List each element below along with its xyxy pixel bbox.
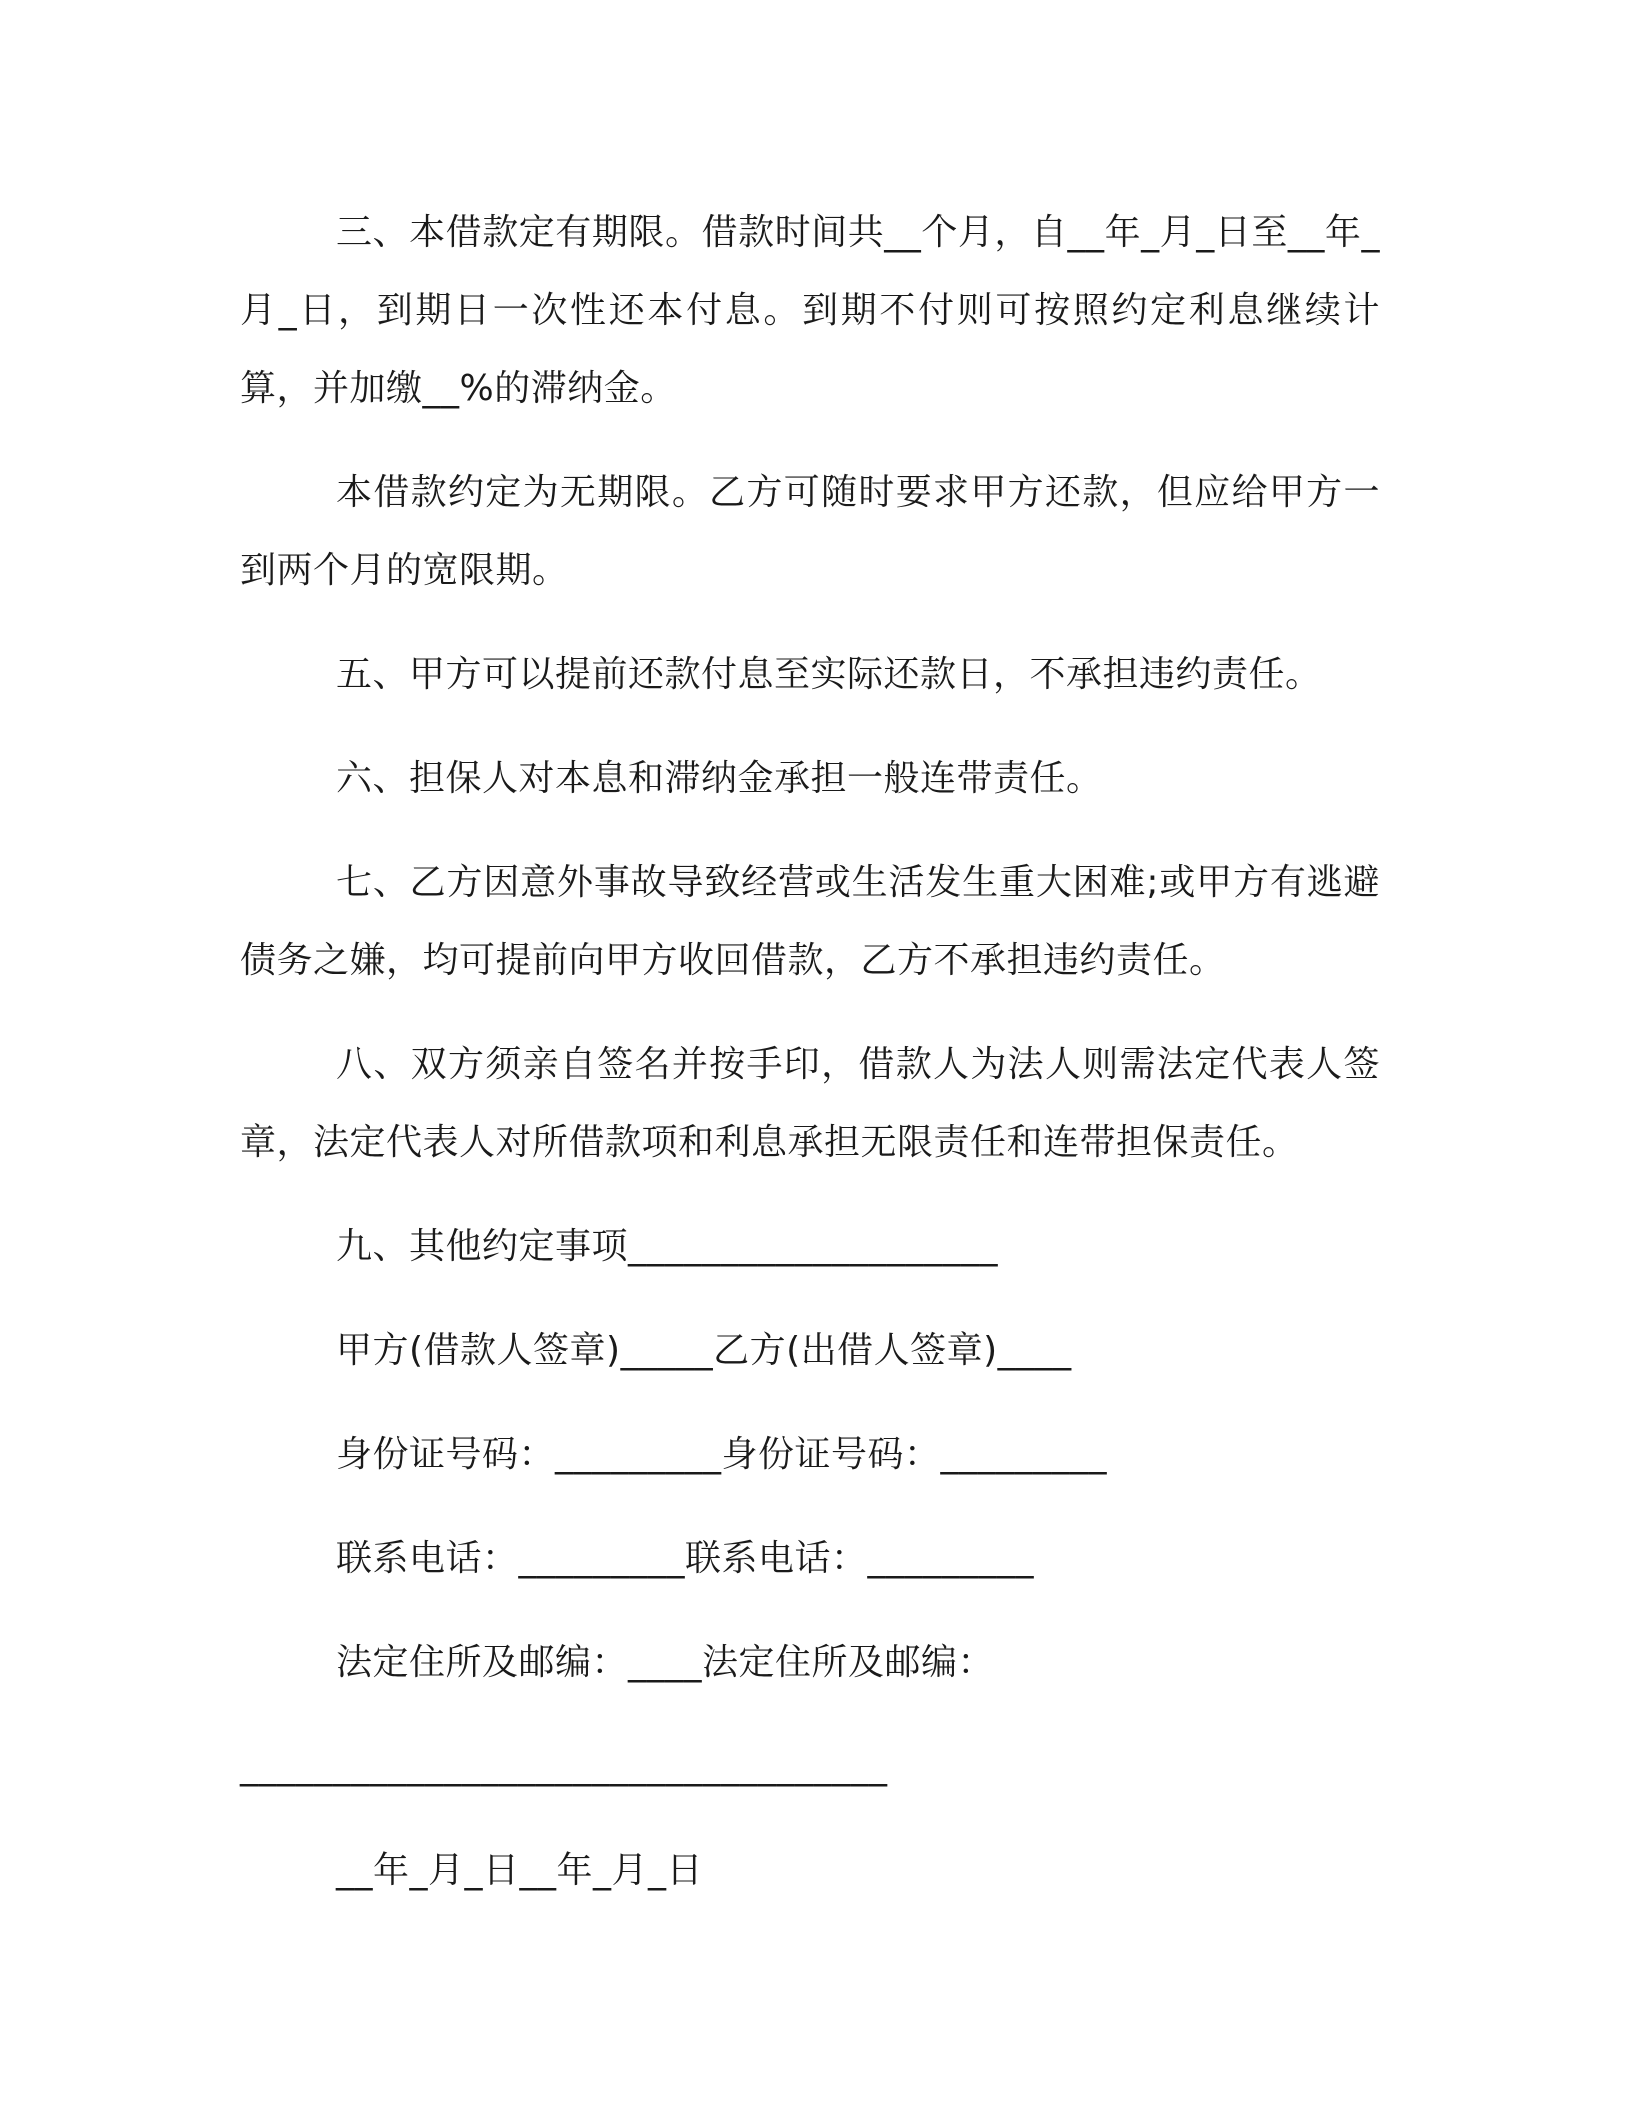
date-line: __年_月_日__年_月_日: [336, 1850, 704, 1891]
clause-3-no-term: 本借款约定为无期限。乙方可随时要求甲方还款，但应给甲方一到两个月的宽限期。: [240, 472, 1380, 591]
phone-line: 联系电话：_________联系电话：_________: [336, 1538, 1035, 1579]
id-number-line: 身份证号码：_________身份证号码：_________: [336, 1434, 1108, 1475]
address-blank-line: ___________________________________: [240, 1746, 888, 1787]
signature-line: 甲方(借款人签章)_____乙方(出借人签章)____: [336, 1330, 1072, 1371]
clause-7-early-recall: 七、乙方因意外事故导致经营或生活发生重大困难;或甲方有逃避债务之嫌，均可提前向甲方收回借款，乙方不承担违约责任。: [240, 862, 1380, 981]
address-line: 法定住所及邮编：____法定住所及邮编：: [336, 1642, 995, 1683]
clause-9-other-matters: 九、其他约定事项____________________: [336, 1226, 999, 1267]
clause-8-signature: 八、双方须亲自签名并按手印，借款人为法人则需法定代表人签章，法定代表人对所借款项和利息承担无限责任和连带担保责任。: [240, 1044, 1380, 1163]
clause-5-early-repayment: 五、甲方可以提前还款付息至实际还款日，不承担违约责任。: [336, 654, 1322, 695]
clause-6-guarantor: 六、担保人对本息和滞纳金承担一般连带责任。: [336, 758, 1103, 799]
clause-3-term: 三、本借款定有期限。借款时间共__个月，自__年_月_日至__年_月_日，到期日一次性还本付息。到期不付则可按照约定利息继续计算，并加缴__%的滞纳金。: [240, 212, 1380, 409]
document-body: [240, 194, 1380, 1936]
